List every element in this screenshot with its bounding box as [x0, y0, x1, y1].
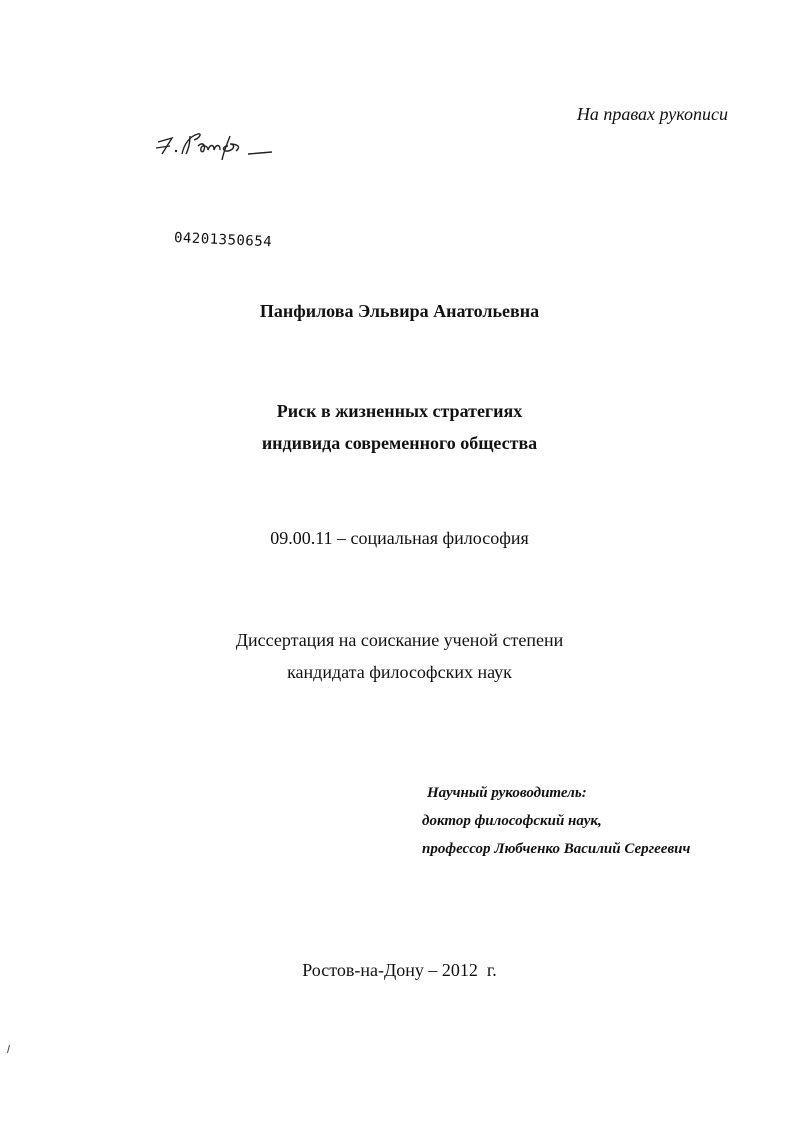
archive-number: 04201350654: [173, 230, 273, 251]
supervisor-heading: Научный руководитель:: [427, 785, 587, 801]
scan-mark: [7, 1045, 10, 1053]
specialty-code: 09.00.11 – социальная философия: [270, 528, 529, 548]
city-year: [0, 960, 799, 981]
degree-line-1: Диссертация на соискание ученой степени: [235, 630, 564, 650]
handwritten-signature: [150, 124, 290, 164]
author-name: Панфилова Эльвира Анатольевна: [259, 301, 540, 321]
title-line-2: индивида современного общества: [261, 433, 538, 453]
signature-graphic: [150, 124, 290, 164]
degree-line-2: кандидата философских наук: [287, 662, 512, 682]
dissertation-title: [0, 395, 799, 459]
rights-notice: На правах рукописи: [576, 104, 728, 124]
year-suffix: г.: [486, 960, 497, 980]
supervisor-name: профессор Любченко Василий Сергеевич: [422, 841, 691, 857]
supervisor-degree: доктор философский наук,: [422, 813, 602, 829]
city-year-text: Ростов-на-Дону – 2012: [302, 960, 478, 980]
supervisor-block: [422, 779, 690, 863]
degree-statement: [0, 624, 799, 688]
title-line-1: Риск в жизненных стратегиях: [276, 401, 523, 421]
